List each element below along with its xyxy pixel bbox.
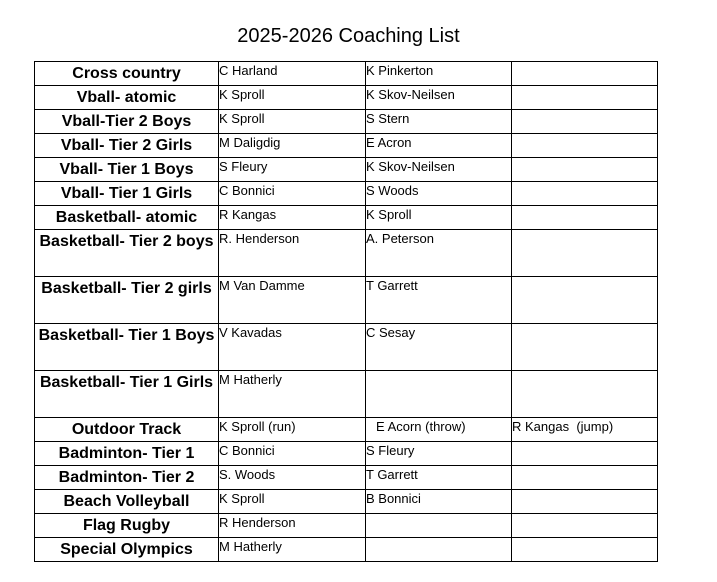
table-row	[35, 134, 658, 158]
table-row	[35, 230, 658, 277]
coach-cell: E Acorn (throw)	[366, 418, 512, 442]
coach-cell: E Acron	[366, 134, 512, 158]
table-row	[35, 62, 658, 86]
coach-cell: M Hatherly	[219, 371, 366, 418]
sport-cell: Flag Rugby	[35, 514, 219, 538]
coach-cell	[366, 371, 512, 418]
table-row	[35, 182, 658, 206]
table-row	[35, 324, 658, 371]
coach-cell: S Fleury	[366, 442, 512, 466]
coach-cell	[366, 538, 512, 562]
table-row	[35, 371, 658, 418]
coach-cell: M Van Damme	[219, 277, 366, 324]
sport-cell: Vball- Tier 1 Boys	[35, 158, 219, 182]
coach-cell: R Kangas	[219, 206, 366, 230]
sport-cell: Basketball- Tier 1 Boys	[35, 324, 219, 371]
coach-cell: T Garrett	[366, 277, 512, 324]
sport-cell: Vball-Tier 2 Boys	[35, 110, 219, 134]
coach-cell: M Daligdig	[219, 134, 366, 158]
coach-cell: S Fleury	[219, 158, 366, 182]
coach-cell: S Stern	[366, 110, 512, 134]
coach-cell: M Hatherly	[219, 538, 366, 562]
coach-cell	[512, 182, 658, 206]
coach-cell	[512, 206, 658, 230]
coach-cell	[512, 158, 658, 182]
coach-cell: R. Henderson	[219, 230, 366, 277]
table-row	[35, 418, 658, 442]
sport-cell: Basketball- Tier 2 boys	[35, 230, 219, 277]
coach-cell	[512, 86, 658, 110]
sport-cell: Basketball- Tier 2 girls	[35, 277, 219, 324]
coach-cell: S Woods	[366, 182, 512, 206]
sport-cell: Outdoor Track	[35, 418, 219, 442]
coach-cell: C Bonnici	[219, 182, 366, 206]
coach-cell	[512, 62, 658, 86]
table-row	[35, 490, 658, 514]
coach-cell: K Skov-Neilsen	[366, 86, 512, 110]
table-row	[35, 514, 658, 538]
coach-cell: K Sproll	[366, 206, 512, 230]
coach-cell: R Henderson	[219, 514, 366, 538]
coach-cell: K Pinkerton	[366, 62, 512, 86]
sport-cell: Basketball- atomic	[35, 206, 219, 230]
coach-cell	[512, 490, 658, 514]
sport-cell: Badminton- Tier 1	[35, 442, 219, 466]
sport-cell: Vball- Tier 2 Girls	[35, 134, 219, 158]
coach-cell	[512, 134, 658, 158]
coach-cell: K Sproll	[219, 490, 366, 514]
sport-cell: Vball- Tier 1 Girls	[35, 182, 219, 206]
coach-cell: S. Woods	[219, 466, 366, 490]
sport-cell: Vball- atomic	[35, 86, 219, 110]
table-row	[35, 110, 658, 134]
sport-cell: Special Olympics	[35, 538, 219, 562]
coach-cell	[366, 514, 512, 538]
coach-cell	[512, 277, 658, 324]
coach-cell	[512, 514, 658, 538]
coach-cell	[512, 371, 658, 418]
coach-cell	[512, 466, 658, 490]
coach-cell: K Sproll (run)	[219, 418, 366, 442]
table-row	[35, 206, 658, 230]
table-row	[35, 442, 658, 466]
sport-cell: Basketball- Tier 1 Girls	[35, 371, 219, 418]
table-row	[35, 86, 658, 110]
coach-cell	[512, 230, 658, 277]
coach-cell	[512, 538, 658, 562]
coach-cell: K Sproll	[219, 86, 366, 110]
coach-cell: B Bonnici	[366, 490, 512, 514]
coach-cell	[512, 442, 658, 466]
coach-cell	[512, 324, 658, 371]
sport-cell: Badminton- Tier 2	[35, 466, 219, 490]
table-row	[35, 277, 658, 324]
coach-cell: K Skov-Neilsen	[366, 158, 512, 182]
coach-cell: T Garrett	[366, 466, 512, 490]
sport-cell: Cross country	[35, 62, 219, 86]
coach-cell: C Sesay	[366, 324, 512, 371]
coach-cell: R Kangas (jump)	[512, 418, 658, 442]
coach-cell	[512, 110, 658, 134]
coach-cell: A. Peterson	[366, 230, 512, 277]
document-title: 2025-2026 Coaching List	[237, 25, 460, 47]
table-row	[35, 466, 658, 490]
coach-cell: V Kavadas	[219, 324, 366, 371]
sport-cell: Beach Volleyball	[35, 490, 219, 514]
coach-cell: K Sproll	[219, 110, 366, 134]
table-row	[35, 538, 658, 562]
table-row	[35, 158, 658, 182]
coach-cell: C Harland	[219, 62, 366, 86]
coach-cell: C Bonnici	[219, 442, 366, 466]
coaching-table	[34, 61, 658, 562]
